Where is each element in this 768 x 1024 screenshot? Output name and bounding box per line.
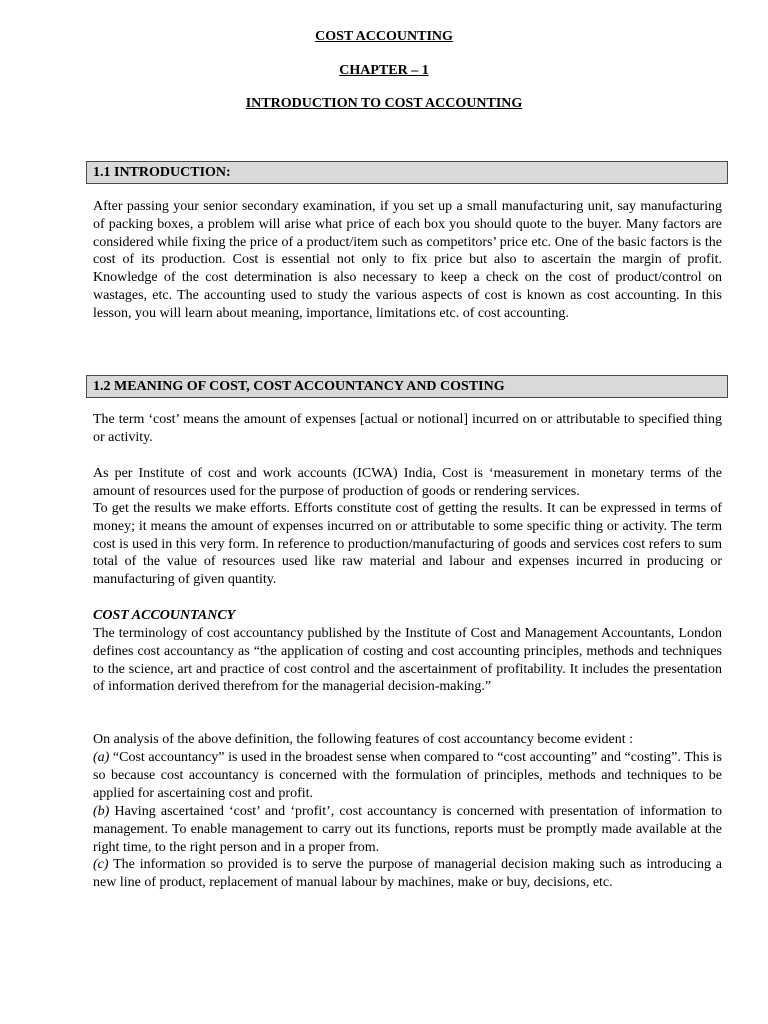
chapter-label: CHAPTER – 1	[339, 63, 429, 78]
feature-text: The information so provided is to serve the purpose of managerial decision making such as introducing a new line of product, replacement of manual labour by machines, make or buy, decisions, etc.	[93, 857, 722, 890]
feature-marker: (c)	[93, 857, 109, 872]
section-heading-introduction: 1.1 INTRODUCTION:	[86, 161, 728, 184]
cost-definition-paragraph: The term ‘cost’ means the amount of expenses [actual or notional] incurred on or attributable to specified thing or activity.	[93, 412, 722, 445]
feature-marker: (b)	[93, 804, 110, 819]
feature-item-b	[93, 803, 722, 856]
chapter-subtitle: INTRODUCTION TO COST ACCOUNTING	[245, 96, 523, 111]
feature-text: Having ascertained ‘cost’ and ‘profit’, cost accountancy is concerned with presentation of information to management. To enable management to carry out its functions, reports must be promptly made available at the right time, to the right person and in a proper from.	[93, 804, 722, 855]
feature-item-a	[93, 749, 722, 802]
feature-text: “Cost accountancy” is used in the broadest sense when compared to “cost accounting” and “costing”. This is so because cost accountancy is concerned with the formulation of principles, methods and techniques to be applied for ascertaining cost and profit.	[93, 750, 722, 801]
feature-item-c	[93, 856, 722, 892]
feature-marker: (a)	[93, 750, 110, 765]
section-heading-meaning: 1.2 MEANING OF COST, COST ACCOUNTANCY AND COSTING	[86, 375, 728, 398]
cost-accountancy-heading: COST ACCOUNTANCY	[93, 608, 236, 623]
document-title: COST ACCOUNTING	[315, 29, 453, 44]
introduction-paragraph: After passing your senior secondary examination, if you set up a small manufacturing unit, say manufacturing of packing boxes, a problem will arise what price of each box you should quote to the buyer. Many factors are considered while fixing the price of a product/item such as competitors’ price etc. One of the basic factors is the cost of its production. Cost is essential not only to fix price but also to ascertain the margin of profit. Knowledge of the cost determination is also necessary to keep a check on the cost of product/control on wastages, etc. The accounting used to study the various aspects of cost is known as cost accounting. In this lesson, you will learn about meaning, importance, limitations etc. of cost accounting.	[93, 199, 722, 321]
icwa-definition-paragraph: As per Institute of cost and work accounts (ICWA) India, Cost is ‘measurement in monetary terms of the amount of resources used for the purpose of production of goods or rendering services.	[93, 466, 722, 499]
cost-accountancy-definition: The terminology of cost accountancy published by the Institute of Cost and Management Accountants, London defines cost accountancy as “the application of costing and cost accounting principles, methods and techniques to the science, art and practice of cost control and the ascertainment of profitability. It includes the presentation of information derived therefrom for the managerial decision-making.”	[93, 626, 722, 695]
efforts-paragraph: To get the results we make efforts. Efforts constitute cost of getting the results. It can be expressed in terms of money; it means the amount of expenses incurred on or attributable to some specific thing or activity. The term cost is used in this very form. In reference to production/manufacturing of goods and services cost refers to sum total of the value of resources used like raw material and labour and expenses incurred in producing or manufacturing of given quantity.	[93, 501, 722, 588]
features-intro: On analysis of the above definition, the following features of cost accountancy become evident :	[93, 732, 633, 747]
